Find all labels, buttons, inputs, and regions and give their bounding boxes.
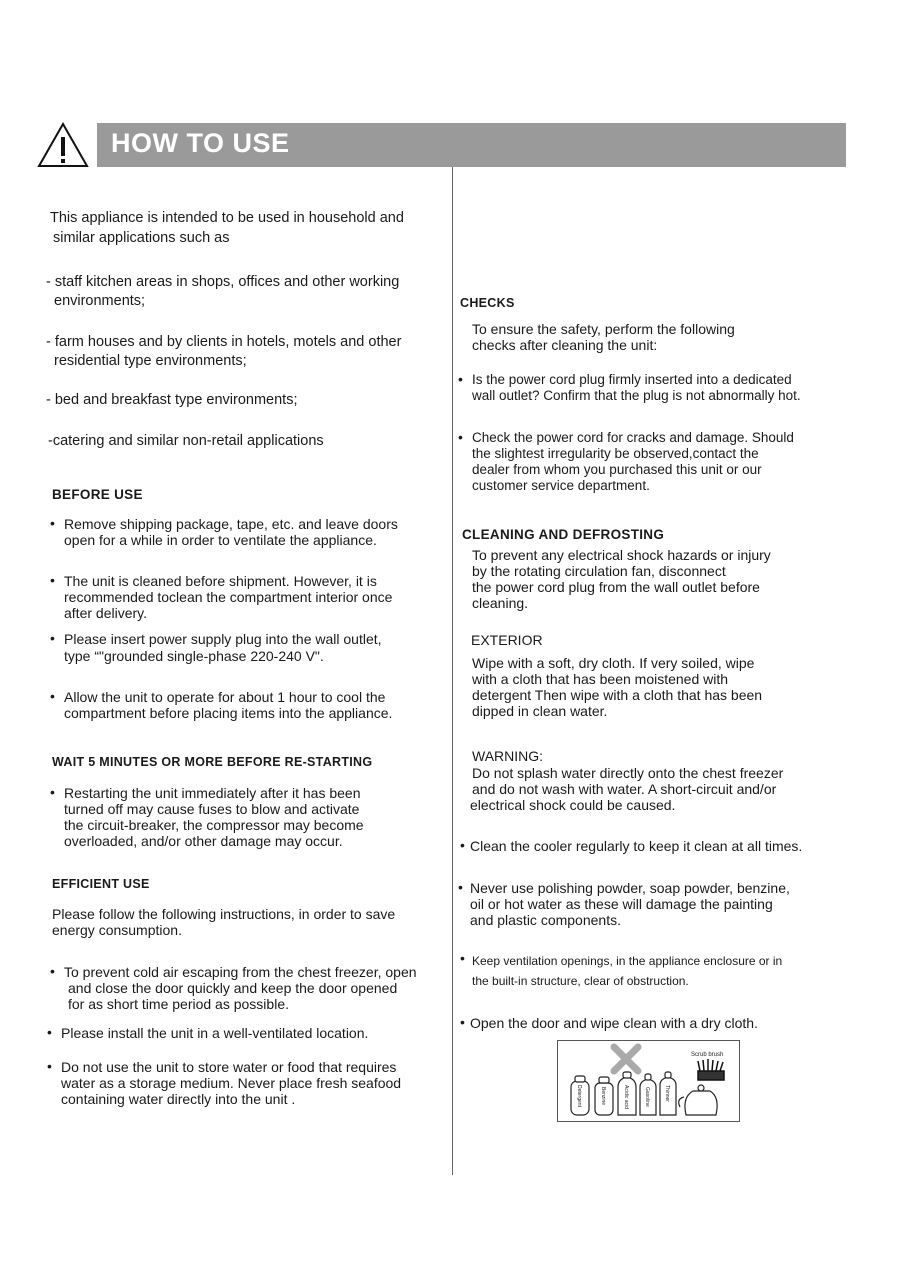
list-item: for as short time period as possible. [68, 996, 289, 1012]
list-item: turned off may cause fuses to blow and activate [64, 801, 360, 817]
warning-triangle-icon [36, 121, 90, 169]
use-item: - farm houses and by clients in hotels, motels and other [46, 334, 402, 350]
exterior-text: dipped in clean water. [472, 703, 608, 719]
list-item: Please insert power supply plug into the wall outlet, [64, 631, 382, 647]
list-item: customer service department. [472, 478, 650, 493]
list-item: The unit is cleaned before shipment. However, it is [64, 573, 377, 589]
bullet-icon: • [460, 1014, 465, 1030]
bullet-icon: • [47, 1058, 52, 1074]
section-heading: BEFORE USE [52, 487, 143, 502]
list-item: containing water directly into the unit . [61, 1091, 296, 1107]
kettle-icon [679, 1085, 717, 1115]
illustration-drawing [558, 1041, 739, 1121]
bullet-icon: • [460, 837, 465, 853]
bottle-label: Thinner [664, 1085, 670, 1102]
list-item: Please install the unit in a well-ventilated location. [61, 1025, 369, 1041]
section-heading: CLEANING AND DEFROSTING [462, 527, 665, 542]
use-item: -catering and similar non-retail applications [48, 433, 324, 449]
bullet-icon: • [50, 784, 55, 800]
list-item: open for a while in order to ventilate the appliance. [64, 532, 377, 548]
exterior-text: Wipe with a soft, dry cloth. If very soiled, wipe [472, 655, 755, 671]
section-intro: Please follow the following instructions, in order to save [52, 906, 396, 922]
use-item: residential type environments; [54, 353, 247, 369]
section-intro: energy consumption. [52, 922, 182, 938]
bullet-icon: • [50, 963, 55, 979]
warning-heading: WARNING: [472, 748, 544, 764]
use-item: - bed and breakfast type environments; [46, 392, 298, 408]
bullet-icon: • [47, 1024, 52, 1040]
warning-text: Do not splash water directly onto the chest freezer [472, 765, 784, 781]
bullet-icon: • [50, 515, 55, 531]
list-item: Is the power cord plug firmly inserted into a dedicated [472, 372, 792, 387]
list-item: To prevent cold air escaping from the chest freezer, open [64, 964, 417, 980]
cleaning-illustration [557, 1040, 740, 1122]
column-divider [452, 167, 453, 1175]
section-heading: EFFICIENT USE [52, 877, 150, 891]
warning-text: electrical shock could be caused. [470, 797, 676, 813]
exterior-text: detergent Then wipe with a cloth that has been [472, 687, 763, 703]
page-title: HOW TO USE [111, 128, 290, 158]
list-item: the built-in structure, clear of obstruction. [472, 974, 689, 988]
section-intro: by the rotating circulation fan, disconnect [472, 563, 726, 579]
section-intro: cleaning. [472, 595, 529, 611]
exterior-text: with a cloth that has been moistened with [472, 671, 729, 687]
list-item: Do not use the unit to store water or food that requires [61, 1059, 397, 1075]
exterior-heading: EXTERIOR [471, 632, 543, 648]
list-item: recommended toclean the compartment interior once [64, 589, 393, 605]
bullet-icon: • [50, 630, 55, 646]
bullet-icon: • [50, 572, 55, 588]
list-item: Keep ventilation openings, in the appliance enclosure or in [472, 954, 783, 968]
list-item: Open the door and wipe clean with a dry cloth. [470, 1015, 758, 1031]
bullet-icon: • [460, 950, 465, 966]
use-item: - staff kitchen areas in shops, offices and other working [46, 274, 400, 290]
section-intro: the power cord plug from the wall outlet before [472, 579, 760, 595]
list-item: and close the door quickly and keep the door opened [68, 980, 398, 996]
section-intro: To prevent any electrical shock hazards or injury [472, 547, 771, 563]
scrub-brush-label: Scrub brush [691, 1052, 724, 1058]
bullet-icon: • [458, 879, 463, 895]
bullet-icon: • [458, 371, 463, 387]
list-item: Never use polishing powder, soap powder, benzine, [470, 880, 790, 896]
list-item: dealer from whom you purchased this unit or our [472, 462, 762, 477]
intro-line: This appliance is intended to be used in household and [50, 210, 404, 226]
bottle-label: Detergent [576, 1085, 582, 1107]
list-item: Allow the unit to operate for about 1 hour to cool the [64, 689, 386, 705]
list-item: the circuit-breaker, the compressor may become [64, 817, 364, 833]
list-item: Check the power cord for cracks and damage. Should [472, 430, 794, 445]
list-item: and plastic components. [470, 912, 621, 928]
section-heading: CHECKS [460, 296, 515, 310]
list-item: wall outlet? Confirm that the plug is not abnormally hot. [472, 388, 801, 403]
bullet-icon: • [50, 688, 55, 704]
list-item: type “"grounded single-phase 220-240 V". [64, 648, 324, 664]
prohibited-x-icon [614, 1047, 638, 1071]
list-item: Restarting the unit immediately after it has been [64, 785, 361, 801]
bottle-label: Acidic acid [623, 1085, 629, 1109]
list-item: water as a storage medium. Never place fresh seafood [61, 1075, 402, 1091]
list-item: overloaded, and/or other damage may occur. [64, 833, 343, 849]
intro-line: similar applications such as [53, 230, 230, 246]
list-item: compartment before placing items into the appliance. [64, 705, 393, 721]
bottle-label: Gasoline [644, 1087, 650, 1107]
use-item: environments; [54, 293, 146, 309]
bullet-icon: • [458, 429, 463, 445]
scrub-brush-icon [698, 1059, 724, 1080]
list-item: after delivery. [64, 605, 147, 621]
list-item: Remove shipping package, tape, etc. and leave doors [64, 516, 398, 532]
section-heading: WAIT 5 MINUTES OR MORE BEFORE RE-STARTING [52, 755, 373, 769]
section-intro: To ensure the safety, perform the following [472, 321, 735, 337]
warning-text: and do not wash with water. A short-circuit and/or [472, 781, 777, 797]
list-item: the slightest irregularity be observed,contact the [472, 446, 759, 461]
list-item: Clean the cooler regularly to keep it clean at all times. [470, 838, 803, 854]
section-intro: checks after cleaning the unit: [472, 337, 658, 353]
bottle-label: Benzine [600, 1087, 606, 1106]
list-item: oil or hot water as these will damage the painting [470, 896, 773, 912]
